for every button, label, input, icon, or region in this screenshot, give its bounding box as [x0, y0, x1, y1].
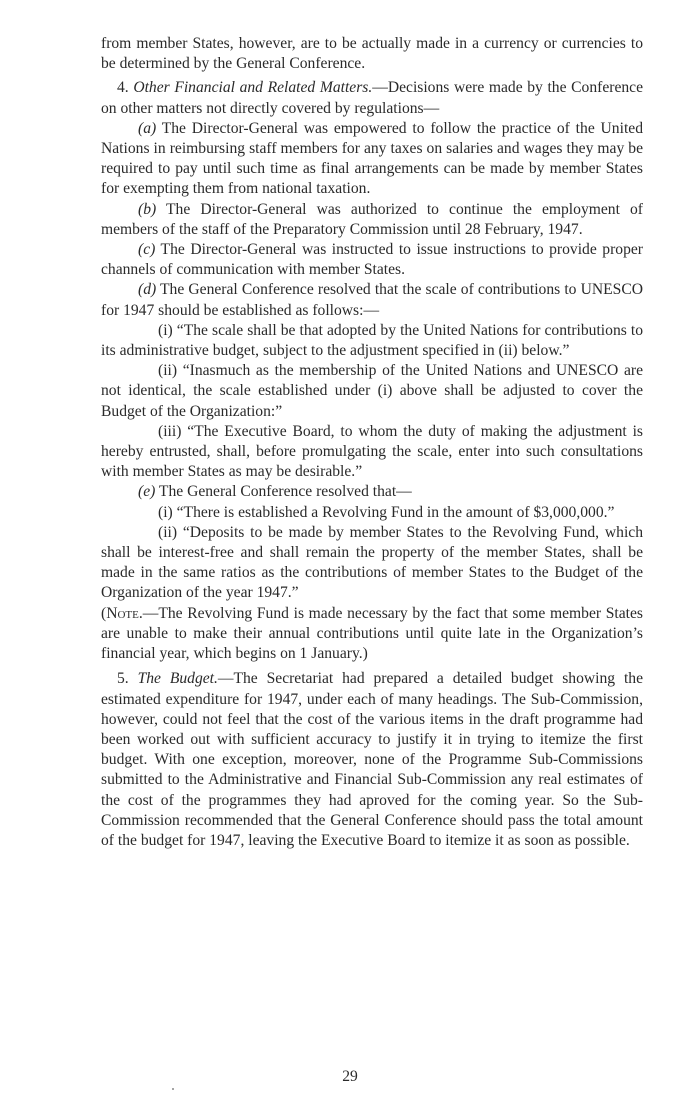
section-4-heading: Other Financial and Related Matters. [133, 79, 373, 97]
item-d [101, 280, 643, 320]
item-a [101, 119, 643, 200]
item-d-i: (i) “The scale shall be that adopted by the United Nations for contributions to its administrative budget, subject to the adjustment specified in (ii) below.” [101, 321, 643, 360]
item-e-i: (i) “There is established a Revolving Fund in the amount of $3,000,000.” [158, 503, 615, 521]
item-a-mark: (a) [138, 119, 157, 137]
item-e [101, 482, 643, 502]
item-d-mark: (d) [138, 281, 157, 299]
item-a-text: The Director-General was empowered to follow the practice of the United Nations in reimbursing staff members for any taxes on salaries and wages they may be required to pay until such time as final arrangements can be made by member States for exempting them from national taxation. [101, 119, 643, 198]
item-c-mark: (c) [138, 241, 156, 259]
note-text: .—The Revolving Fund is made necessary by the fact that some member States are unable to make their annual contributions until quite late in the Organization’s financial year, which begins on 1 January.) [101, 604, 643, 663]
item-e-mark: (e) [138, 483, 156, 501]
item-b-text: The Director-General was authorized to continue the employment of members of the staff of the Preparatory Commission until 28 February, 1947. [101, 200, 643, 238]
section-5-paragraph [101, 669, 643, 851]
item-e-text: The General Conference resolved that— [155, 483, 412, 501]
speck-mark [172, 1088, 174, 1090]
document-body [101, 34, 643, 851]
item-e-ii: (ii) “Deposits to be made by member States to the Revolving Fund, which shall be interest-free and shall remain the property of the member States, shall be made in the same ratios as the contributions of member States to the Budget of the Organization of the year 1947.” [101, 523, 643, 602]
item-d-text: The General Conference resolved that the scale of contributions to UNESCO for 1947 should be established as follows:— [101, 281, 643, 319]
note-paragraph [101, 604, 643, 665]
item-d-iii: (iii) “The Executive Board, to whom the duty of making the adjustment is hereby entrusted, shall, before promulgating the scale, enter into such consultations with member States as may be desirable.” [101, 422, 643, 481]
section-4-text: —Decisions were made by the Conference on other matters not directly covered by regulations— [101, 79, 644, 117]
item-b [101, 200, 643, 240]
page-number: 29 [342, 1068, 358, 1085]
item-b-mark: (b) [138, 200, 157, 218]
item-d-ii: (ii) “Inasmuch as the membership of the United Nations and UNESCO are not identical, the scale established under (i) above shall be adjusted to cover the Budget of the Organization:” [101, 362, 643, 420]
section-5-number: 5. [117, 670, 138, 688]
section-4-paragraph [101, 78, 643, 118]
item-c [101, 240, 643, 280]
paragraph-intro: from member States, however, are to be actually made in a currency or currencies to be determined by the General Conference. [101, 35, 643, 73]
section-5-text: —The Secretariat had prepared a detailed budget showing the estimated expenditure for 1947, under each of many headings. The Sub-Commission, however, could not feel that the cost of the various items in the draft programme had been worked out with sufficient accuracy to justify it in trying to itemize the first budget. With one exception, moreover, none of the Programme Sub-Commissions submitted to the Administrative and Financial Sub-Commission any real estimates of the cost of the programmes they had aproved for the coming year. So the Sub-Commission recommended that the General Conference should pass the total amount of the budget for 1947, leaving the Executive Board to itemize it as soon as possible. [101, 670, 643, 849]
section-4-number: 4. [117, 79, 134, 97]
note-open: ( [101, 604, 107, 622]
section-5-heading: The Budget. [137, 670, 218, 688]
note-label: Note [106, 604, 139, 622]
item-c-text: The Director-General was instructed to issue instructions to provide proper channels of communication with member States. [101, 241, 643, 279]
